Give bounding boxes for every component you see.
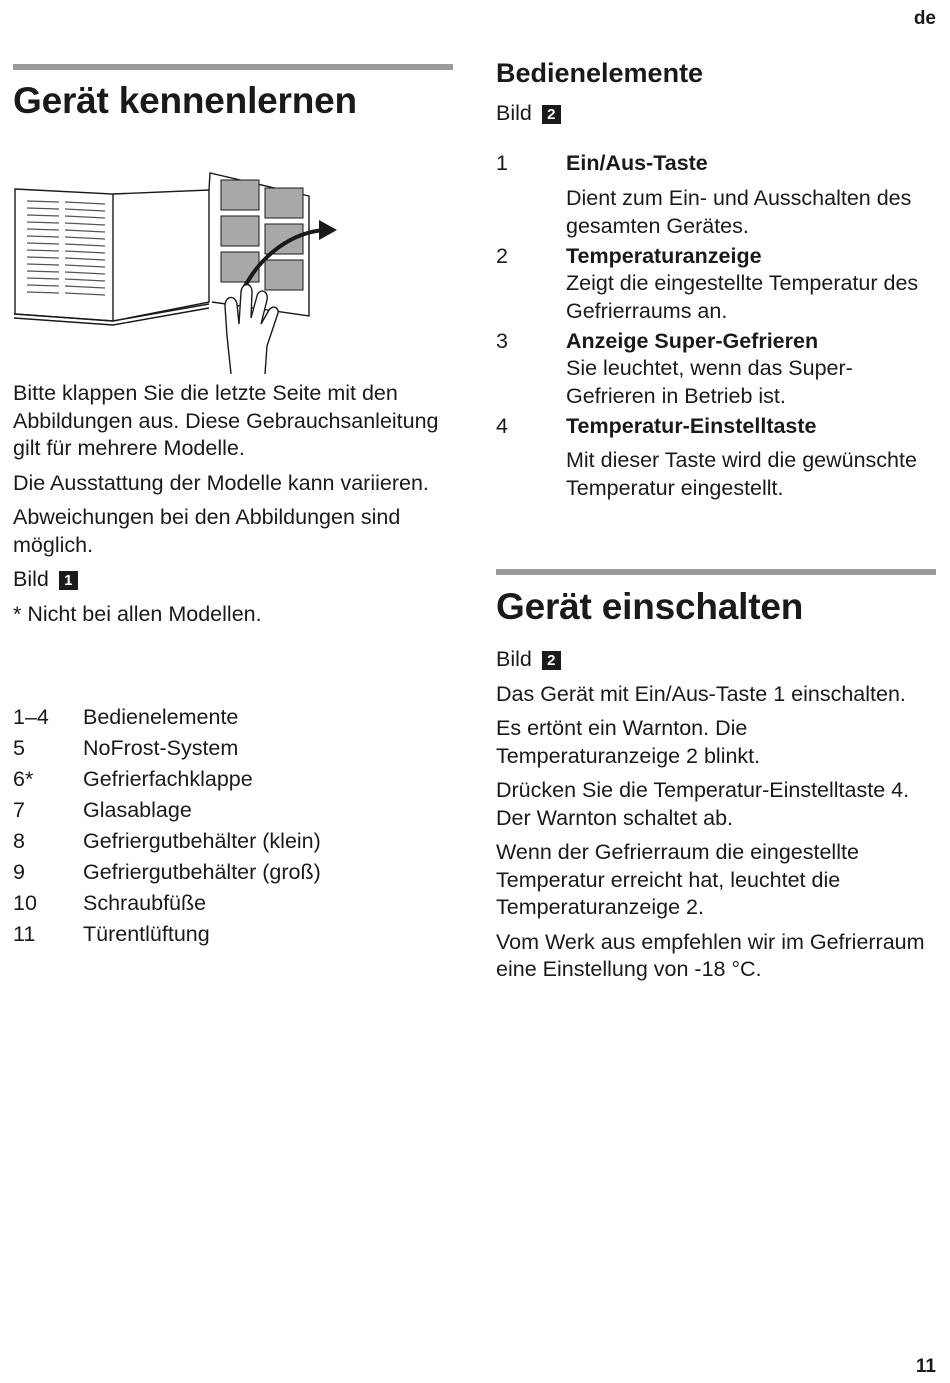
page-title: Gerät kennenlernen [13, 80, 357, 121]
page-text-lines-icon [27, 201, 105, 295]
control-title: Temperatur-Einstelltaste [566, 414, 817, 438]
section-heading: Bedienelemente [496, 58, 704, 88]
section-title: Gerät einschalten [496, 586, 804, 627]
page-number: 11 [915, 1356, 936, 1377]
figure-reference [496, 100, 561, 128]
language-code: de [913, 8, 936, 29]
control-description: Dient zum Ein- und Ausschalten des gesamten Gerätes. [566, 186, 912, 238]
figure-reference [496, 646, 936, 674]
figure-reference [13, 566, 453, 594]
control-description: Sie leuchtet, wenn das Super-Gefrieren in Betrieb ist. [566, 356, 853, 408]
section-rule [13, 64, 453, 70]
section-rule [496, 569, 936, 575]
figure-number-badge: 2 [542, 105, 561, 124]
intro-paragraph: Bitte klappen Sie die letzte Seite mit den Abbildungen aus. Diese Gebrauchsanleitung gilt für mehrere Modelle. [13, 381, 439, 460]
control-number: 3 [496, 329, 508, 353]
body-paragraph: Vom Werk aus empfehlen wir im Gefrierraum eine Einstellung von -18 °C. [496, 929, 925, 981]
body-paragraph: Drücken Sie die Temperatur-Einstelltaste 4. Der Warnton schaltet ab. [496, 778, 910, 830]
body-paragraph: Es ertönt ein Warnton. Die Temperaturanzeige 2 blinkt. [496, 716, 761, 768]
hand-icon [225, 285, 278, 375]
control-title: Ein/Aus-Taste [566, 151, 708, 175]
body-paragraph: Das Gerät mit Ein/Aus-Taste 1 einschalten. [496, 681, 906, 706]
control-number: 2 [496, 244, 508, 268]
figure-number-badge: 2 [542, 651, 561, 670]
control-description: Mit dieser Taste wird die gewünschte Temperatur eingestellt. [566, 448, 917, 500]
control-description: Zeigt die eingestellte Temperatur des Gefrierraums an. [566, 271, 919, 323]
figure-label: Bild [496, 101, 532, 125]
intro-paragraph: Die Ausstattung der Modelle kann variieren. [13, 470, 429, 495]
control-number: 1 [496, 151, 508, 175]
figure-label: Bild [13, 567, 49, 591]
intro-paragraph: Abweichungen bei den Abbildungen sind möglich. [13, 505, 401, 557]
control-title: Temperaturanzeige [566, 244, 762, 268]
figure-panels-icon [221, 180, 303, 290]
body-paragraph: Wenn der Gefrierraum die eingestellte Temperatur erreicht hat, leuchtet die Temperaturanzeige 2. [496, 840, 859, 919]
control-number: 4 [496, 414, 508, 438]
control-title: Anzeige Super-Gefrieren [566, 329, 819, 353]
fold-out-page-illustration [13, 168, 343, 374]
figure-number-badge: 1 [59, 571, 78, 590]
footnote: * Nicht bei allen Modellen. [13, 601, 262, 626]
figure-label: Bild [496, 647, 532, 671]
